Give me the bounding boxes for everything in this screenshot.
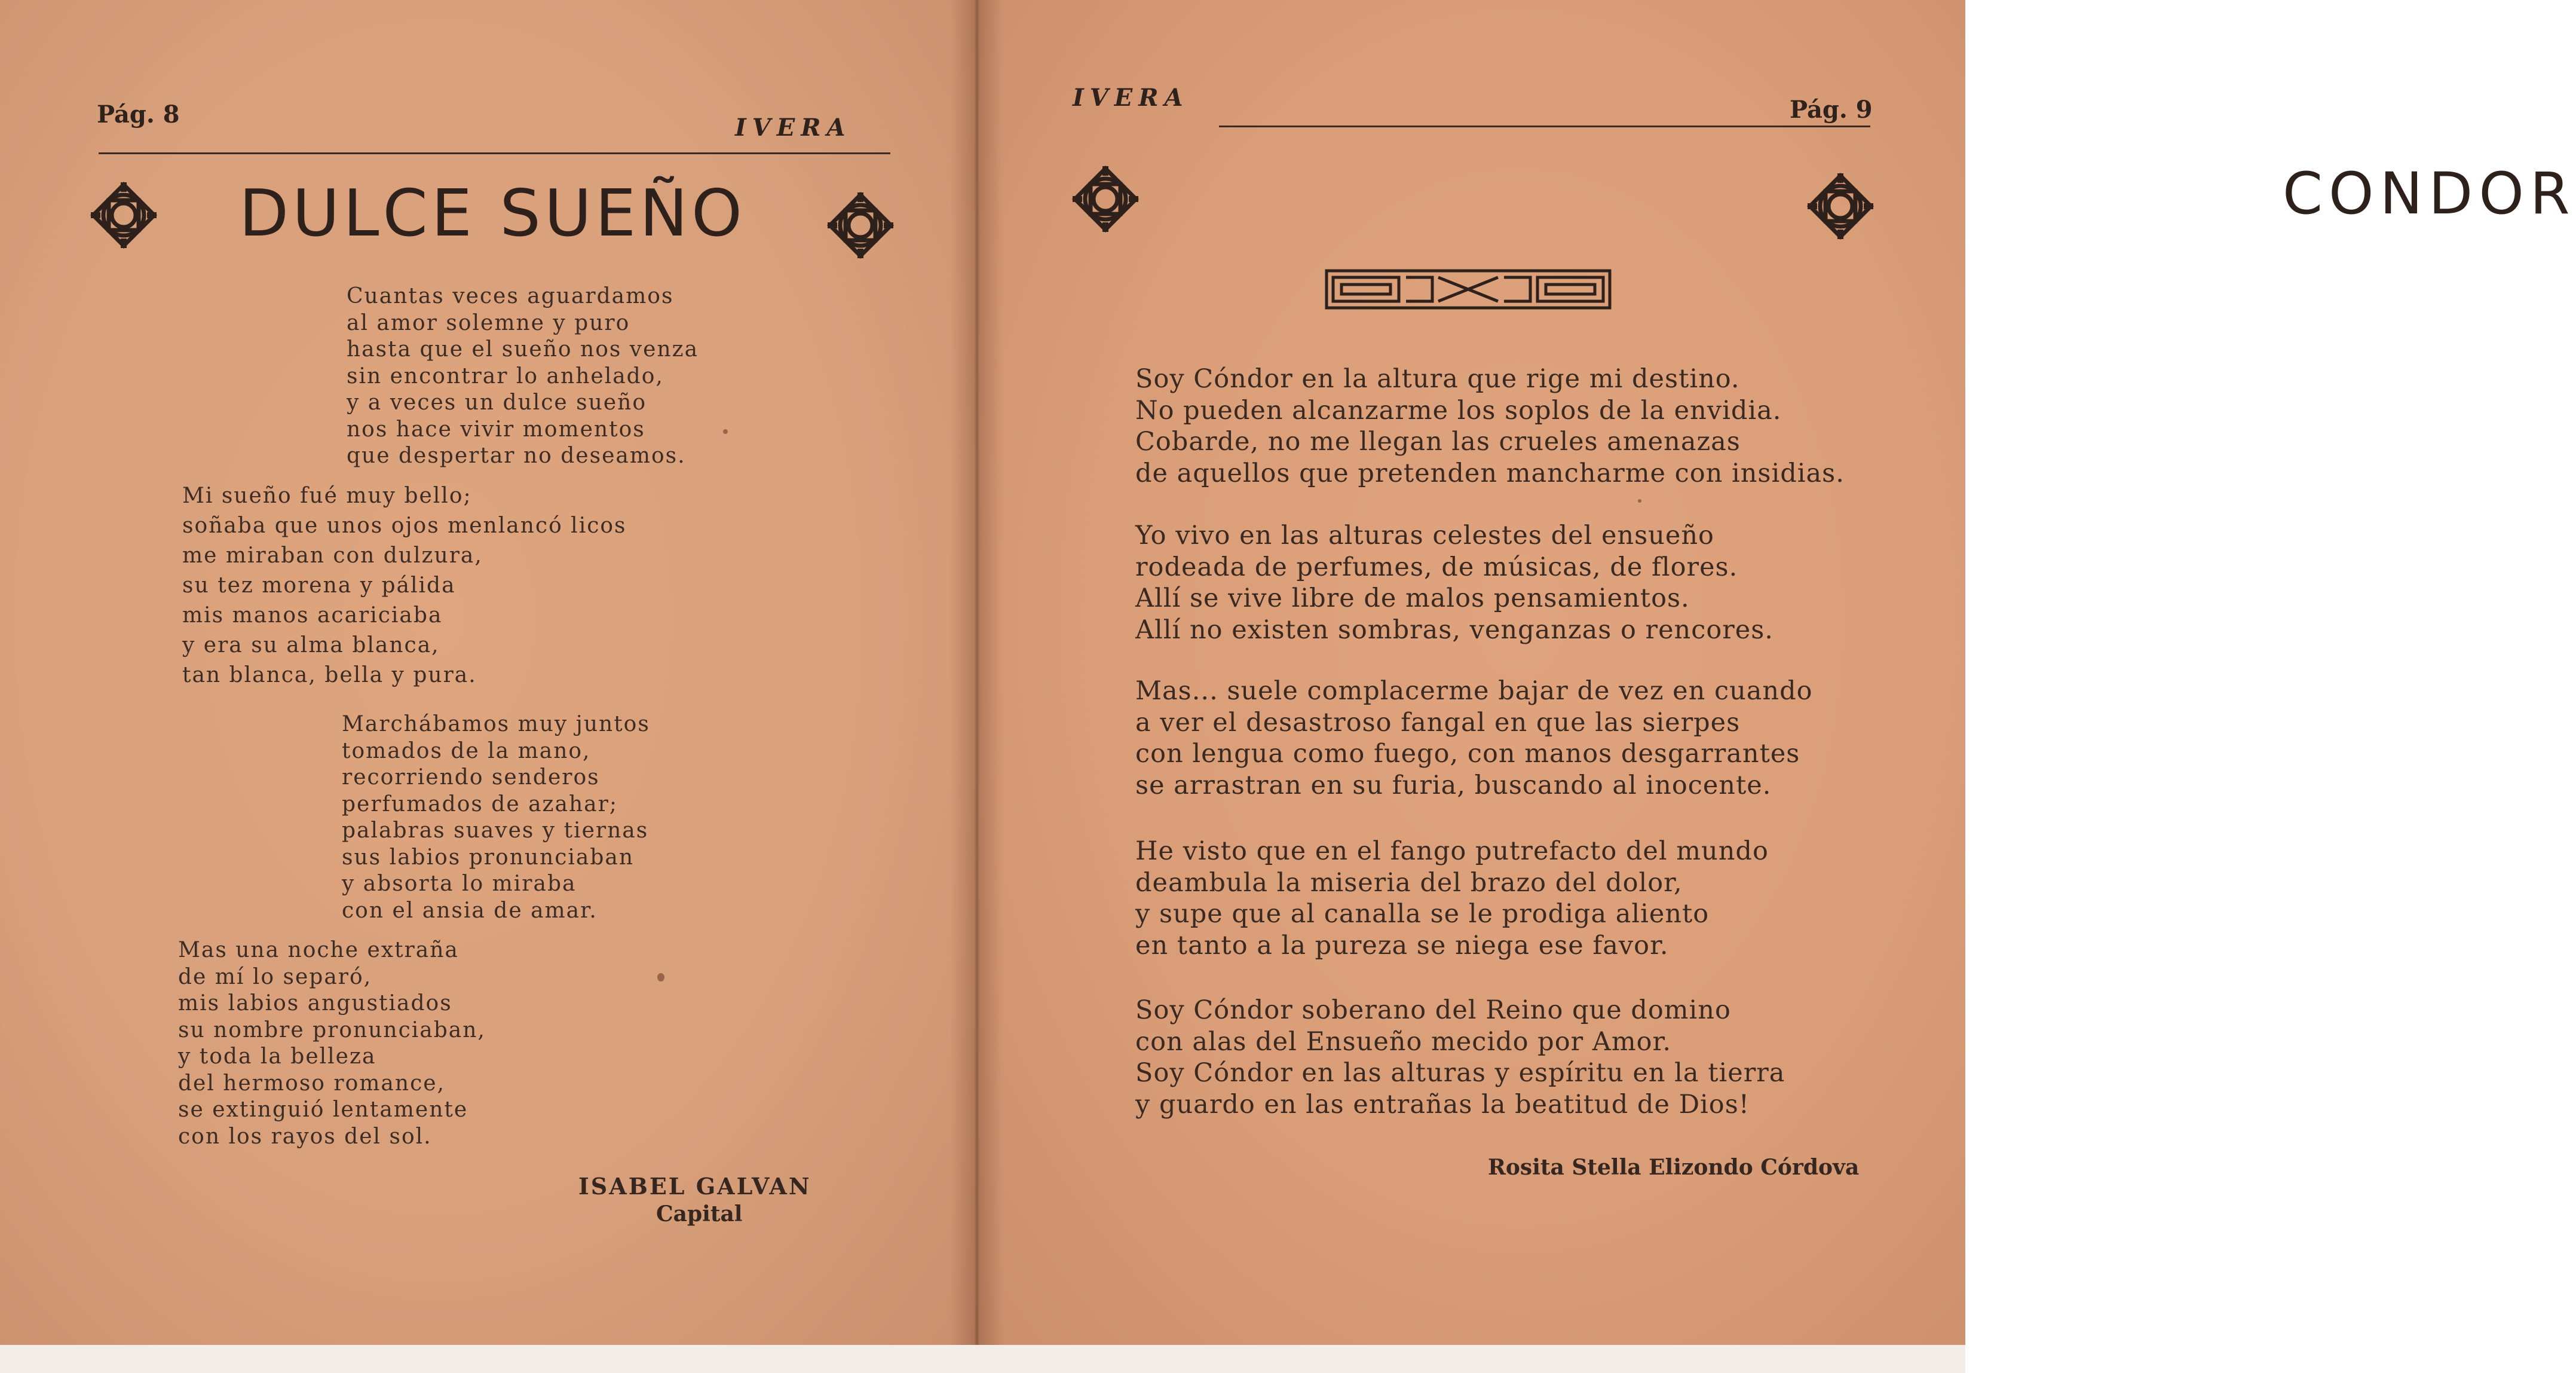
header-rule-right	[1219, 126, 1870, 127]
verse-line: tomados de la mano,	[342, 738, 591, 763]
celtic-knot-ornament-icon	[91, 182, 157, 248]
verse-line: Cuantas veces aguardamos	[347, 284, 674, 308]
verse-line: mis manos acariciaba	[182, 603, 443, 628]
verse-line: del hermoso romance,	[178, 1071, 445, 1096]
verse-line: Allí no existen sombras, venganzas o rencores.	[1135, 614, 1774, 645]
page-bottom-edge	[0, 1345, 1965, 1373]
ink-speck	[1638, 499, 1641, 503]
right-page	[974, 0, 2576, 1373]
verse-line: recorriendo senderos	[342, 765, 600, 790]
verse-line: de aquellos que pretenden mancharme con insidias.	[1135, 458, 1845, 488]
verse-line: Cobarde, no me llegan las crueles amenazas	[1135, 427, 1741, 457]
verse-line: sus labios pronunciaban	[342, 845, 635, 870]
verse-line: Soy Cóndor en la altura que rige mi destino.	[1135, 364, 1740, 394]
verse-line: al amor solemne y puro	[347, 310, 630, 335]
ink-speck	[723, 429, 728, 434]
verse-line: Yo vivo en las alturas celestes del ensueño	[1135, 521, 1714, 551]
stanza-right-3	[1135, 675, 1813, 801]
verse-line: perfumados de azahar;	[342, 791, 618, 817]
verse-line: a ver el desastroso fangal en que las sierpes	[1135, 707, 1741, 738]
verse-line: y toda la belleza	[178, 1044, 376, 1069]
book-gutter	[950, 0, 1004, 1373]
verse-line: tan blanca, bella y pura.	[182, 663, 477, 687]
verse-line: y absorta lo miraba	[342, 871, 577, 896]
ink-speck	[657, 973, 664, 981]
celtic-knot-ornament-icon	[1073, 166, 1138, 232]
page-number-left: Pág. 8	[97, 100, 180, 129]
poem-title-right: CONDOR	[2283, 160, 2576, 227]
verse-line: su tez morena y pálida	[182, 573, 456, 598]
verse-line: y era su alma blanca,	[182, 633, 440, 658]
stanza-left-1	[347, 283, 699, 470]
stanza-right-5	[1135, 995, 1785, 1120]
verse-line: sin encontrar lo anhelado,	[347, 363, 664, 389]
verse-line: Mi sueño fué muy bello;	[182, 484, 472, 508]
stanza-left-2	[182, 481, 627, 690]
verse-line: me miraban con dulzura,	[182, 543, 483, 568]
magazine-name-left: IVERA	[735, 114, 851, 142]
author-location: Capital	[656, 1201, 743, 1227]
verse-line: hasta que el sueño nos venza	[347, 337, 699, 362]
verse-line: de mí lo separó,	[178, 964, 372, 989]
verse-line: palabras suaves y tiernas	[342, 818, 649, 843]
stanza-left-4	[178, 937, 486, 1150]
stanza-right-1	[1135, 363, 1845, 489]
page-number-right: Pág. 9	[1790, 96, 1873, 124]
verse-line: mis labios angustiados	[178, 991, 452, 1016]
magazine-name-right: IVERA	[1073, 84, 1189, 112]
verse-line: nos hace vivir momentos	[347, 417, 645, 442]
verse-line: Mas... suele complacerme bajar de vez en cuando	[1135, 676, 1813, 706]
stanza-left-3	[342, 711, 650, 924]
verse-line: con lengua como fuego, con manos desgarrantes	[1135, 739, 1800, 769]
left-page	[0, 0, 974, 1373]
verse-line: rodeada de perfumes, de músicas, de flores.	[1135, 552, 1738, 582]
poem-title-left: DULCE SUEÑO	[239, 176, 746, 251]
verse-line: Marchábamos muy juntos	[342, 712, 650, 736]
stanza-right-4	[1135, 836, 1769, 961]
verse-line: con alas del Ensueño mecido por Amor.	[1135, 1026, 1672, 1057]
verse-line: su nombre pronunciaban,	[178, 1017, 486, 1042]
header-rule-left	[99, 152, 890, 154]
verse-line: He visto que en el fango putrefacto del mundo	[1135, 836, 1769, 866]
celtic-knot-ornament-icon	[1808, 173, 1873, 239]
celtic-knot-ornament-icon	[828, 192, 893, 258]
verse-line: con los rayos del sol.	[178, 1124, 432, 1149]
verse-line: se arrastran en su furia, buscando al inocente.	[1135, 770, 1772, 800]
verse-line: y a veces un dulce sueño	[347, 390, 647, 415]
verse-line: Allí se vive libre de malos pensamientos.	[1135, 583, 1690, 613]
stanza-right-2	[1135, 520, 1774, 646]
author-left: ISABEL GALVAN	[578, 1173, 811, 1200]
verse-line: con el ansia de amar.	[342, 898, 598, 923]
verse-line: que despertar no deseamos.	[347, 444, 686, 468]
verse-line: se extinguió lentamente	[178, 1097, 468, 1122]
verse-line: deambula la miseria del brazo del dolor,	[1135, 867, 1683, 898]
verse-line: Soy Cóndor en las alturas y espíritu en la tierra	[1135, 1058, 1785, 1088]
verse-line: soñaba que unos ojos menlancó licos	[182, 513, 627, 538]
verse-line: Soy Cóndor soberano del Reino que domino	[1135, 995, 1731, 1025]
verse-line: No pueden alcanzarme los soplos de la envidia.	[1135, 395, 1782, 426]
author-right: Rosita Stella Elizondo Córdova	[1488, 1155, 1860, 1180]
verse-line: y supe que al canalla se le prodiga aliento	[1135, 899, 1710, 929]
verse-line: y guardo en las entrañas la beatitud de Dios!	[1135, 1089, 1750, 1120]
greek-key-divider-icon	[1325, 269, 1612, 310]
verse-line: en tanto a la pureza se niega ese favor.	[1135, 930, 1669, 961]
verse-line: Mas una noche extraña	[178, 938, 459, 962]
